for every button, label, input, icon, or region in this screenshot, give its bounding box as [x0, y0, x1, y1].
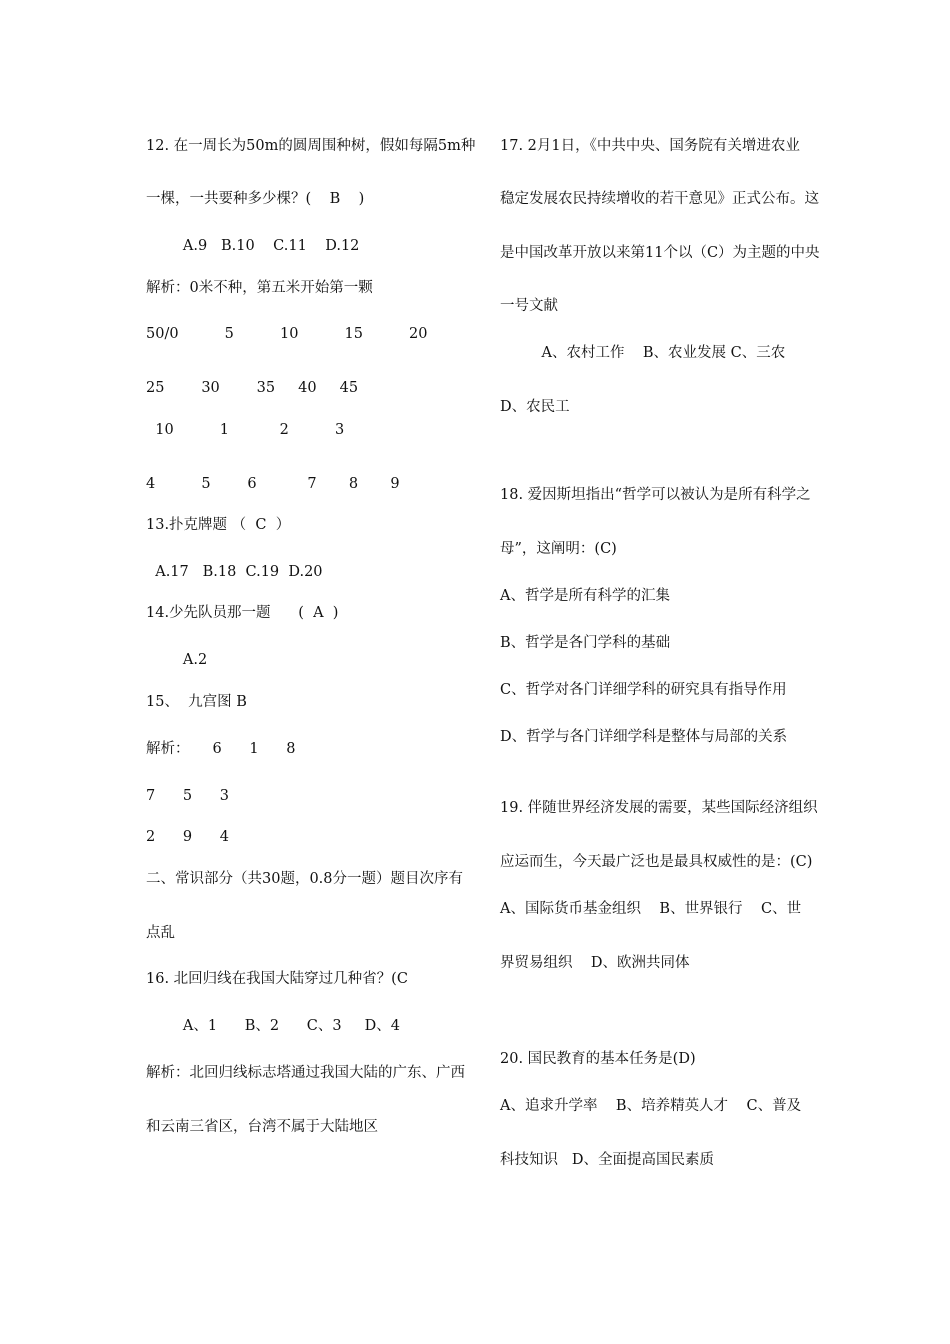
section-two-heading: 二、常识部分（共30题，0.8分一题）题目次序有 — [146, 871, 464, 887]
q15-title: 15、 九宫图 B — [146, 694, 247, 710]
q12-number-row-4: 4 5 6 7 8 9 — [146, 476, 400, 492]
q20-options-2: 科技知识 D、全面提高国民素质 — [500, 1152, 714, 1168]
q12-options: A.9 B.10 C.11 D.12 — [146, 238, 360, 254]
q17-line-2: 稳定发展农民持续增收的若干意见》正式公布。这 — [500, 191, 819, 207]
q12-number-row-1: 50/0 5 10 15 20 — [146, 326, 428, 342]
q18-option-a: A、哲学是所有科学的汇集 — [500, 588, 670, 604]
q18-line-2: 母”，这阐明：(C) — [500, 541, 617, 557]
q19-line-1: 19. 伴随世界经济发展的需要，某些国际经济组织 — [500, 800, 818, 816]
q15-grid-row-1: 解析： 6 1 8 — [146, 741, 296, 757]
q17-line-4: 一号文献 — [500, 298, 558, 314]
q18-option-b: B、哲学是各门学科的基础 — [500, 635, 671, 651]
q20-options-1: A、追求升学率 B、培养精英人才 C、普及 — [500, 1098, 802, 1114]
q13-options: A.17 B.18 C.19 D.20 — [146, 564, 323, 580]
q17-options: A、农村工作 B、农业发展 C、三农 — [500, 345, 786, 361]
q12-number-row-3: 10 1 2 3 — [146, 422, 345, 438]
q18-option-c: C、哲学对各门详细学科的研究具有指导作用 — [500, 682, 787, 698]
q15-grid-row-3: 2 9 4 — [146, 829, 229, 845]
q20-title: 20. 国民教育的基本任务是(D) — [500, 1051, 696, 1067]
q17-option-d: D、农民工 — [500, 399, 570, 415]
q16-explanation-1: 解析：北回归线标志塔通过我国大陆的广东、广西 — [146, 1065, 465, 1081]
q19-line-2: 应运而生，今天最广泛也是最具权威性的是：(C) — [500, 854, 813, 870]
q12-line-2: 一棵，一共要种多少棵？( B ) — [146, 191, 365, 207]
q16-title: 16. 北回归线在我国大陆穿过几种省？(C — [146, 971, 408, 987]
q17-line-1: 17. 2月1日，《中共中央、国务院有关增进农业 — [500, 138, 800, 154]
q12-line-1: 12. 在一周长为50m的圆周围种树，假如每隔5m种 — [146, 138, 476, 154]
q12-explanation: 解析：0米不种，第五米开始第一颗 — [146, 280, 373, 296]
q13-title: 13.扑克牌题 （ C ） — [146, 517, 291, 533]
q14-title: 14.少先队员那一题 ( A ) — [146, 605, 339, 621]
q16-explanation-2: 和云南三省区，台湾不属于大陆地区 — [146, 1119, 378, 1135]
q16-options: A、1 B、2 C、3 D、4 — [146, 1018, 400, 1034]
q19-options-1: A、国际货币基金组织 B、世界银行 C、世 — [500, 901, 802, 917]
q18-line-1: 18. 爱因斯坦指出“哲学可以被认为是所有科学之 — [500, 487, 811, 503]
q18-option-d: D、哲学与各门详细学科是整体与局部的关系 — [500, 729, 788, 745]
q12-number-row-2: 25 30 35 40 45 — [146, 380, 359, 396]
section-two-heading-cont: 点乱 — [146, 925, 175, 941]
q14-answer: A.2 — [146, 652, 208, 668]
q19-options-2: 界贸易组织 D、欧洲共同体 — [500, 955, 690, 971]
q17-line-3: 是中国改革开放以来第11个以（C）为主题的中央 — [500, 245, 820, 261]
q15-grid-row-2: 7 5 3 — [146, 788, 229, 804]
